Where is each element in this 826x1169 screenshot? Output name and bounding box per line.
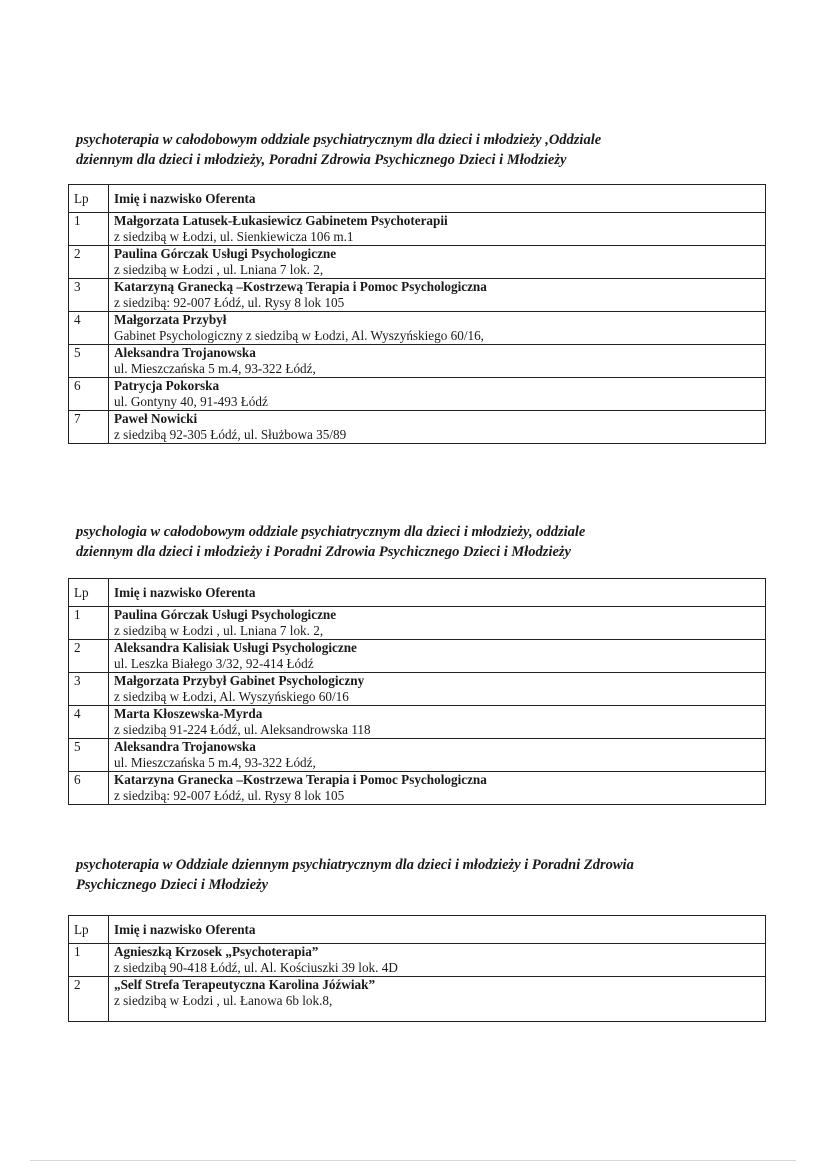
- offeror-name: Aleksandra Kalisiak Usługi Psychologiczne: [114, 640, 357, 655]
- section-1: [68, 130, 768, 444]
- row-lp: 7: [69, 411, 109, 444]
- row-offeror: [109, 673, 766, 706]
- row-lp: 5: [69, 345, 109, 378]
- row-offeror: [109, 312, 766, 345]
- row-lp: 3: [69, 279, 109, 312]
- row-offeror: [109, 772, 766, 805]
- row-lp: 6: [69, 772, 109, 805]
- offeror-address: ul. Leszka Białego 3/32, 92-414 Łódź: [114, 656, 314, 671]
- table-row: [69, 411, 766, 444]
- table-header-row: [69, 916, 766, 944]
- offeror-name: Paweł Nowicki: [114, 411, 198, 426]
- offeror-address: z siedzibą 90-418 Łódź, ul. Al. Kościuszki 39 lok. 4D: [114, 960, 398, 975]
- table-row: [69, 640, 766, 673]
- table-row: [69, 706, 766, 739]
- offeror-address: ul. Mieszczańska 5 m.4, 93-322 Łódź,: [114, 755, 316, 770]
- page-bottom-rule: [30, 1160, 796, 1161]
- row-lp: 1: [69, 944, 109, 977]
- table-row: [69, 213, 766, 246]
- table-row: [69, 345, 766, 378]
- offeror-address: z siedzibą 92-305 Łódź, ul. Służbowa 35/89: [114, 427, 347, 442]
- table-row: [69, 246, 766, 279]
- offeror-name: Paulina Górczak Usługi Psychologiczne: [114, 246, 337, 261]
- offeror-address: z siedzibą w Łodzi, Al. Wyszyńskiego 60/16: [114, 689, 349, 704]
- row-lp: 1: [69, 607, 109, 640]
- offeror-name: Aleksandra Trojanowska: [114, 345, 256, 360]
- offeror-address: Gabinet Psychologiczny z siedzibą w Łodzi, Al. Wyszyńskiego 60/16,: [114, 328, 484, 343]
- section-title: [68, 130, 768, 170]
- offeror-name: Agnieszką Krzosek „Psychoterapia”: [114, 944, 319, 959]
- offeror-name: Małgorzata Przybył: [114, 312, 227, 327]
- row-offeror: [109, 279, 766, 312]
- header-lp: Lp: [69, 185, 109, 213]
- row-offeror: [109, 607, 766, 640]
- table-header-row: [69, 579, 766, 607]
- section-3: [68, 855, 768, 1022]
- table-header-row: [69, 185, 766, 213]
- row-lp: 4: [69, 312, 109, 345]
- row-offeror: [109, 944, 766, 977]
- offeror-address: z siedzibą: 92-007 Łódź, ul. Rysy 8 lok 105: [114, 295, 345, 310]
- row-offeror: [109, 246, 766, 279]
- offeror-name: Patrycja Pokorska: [114, 378, 220, 393]
- table-row: [69, 673, 766, 706]
- section-title-line-1: psychoterapia w całodobowym oddziale psychiatrycznym dla dzieci i młodzieży ,Oddziale: [76, 132, 602, 148]
- section-title: [68, 522, 768, 562]
- table-row: [69, 312, 766, 345]
- offeror-address: z siedzibą: 92-007 Łódź, ul. Rysy 8 lok 105: [114, 788, 345, 803]
- offeror-name: Małgorzata Latusek-Łukasiewicz Gabinetem Psychoterapii: [114, 213, 448, 228]
- section-title-line-2: dziennym dla dzieci i młodzieży i Poradni Zdrowia Psychicznego Dzieci i Młodzieży: [76, 544, 571, 560]
- table-row: [69, 607, 766, 640]
- header-name: Imię i nazwisko Oferenta: [109, 185, 766, 213]
- header-name: Imię i nazwisko Oferenta: [109, 579, 766, 607]
- row-offeror: [109, 378, 766, 411]
- table-row: [69, 279, 766, 312]
- offeror-name: Aleksandra Trojanowska: [114, 739, 256, 754]
- row-offeror: [109, 213, 766, 246]
- section-title-line-1: psychologia w całodobowym oddziale psychiatrycznym dla dzieci i młodzieży, oddziale: [76, 524, 586, 540]
- table-row: [69, 739, 766, 772]
- header-lp: Lp: [69, 916, 109, 944]
- row-offeror: [109, 739, 766, 772]
- offeror-name: Paulina Górczak Usługi Psychologiczne: [114, 607, 337, 622]
- row-offeror: [109, 706, 766, 739]
- row-lp: 5: [69, 739, 109, 772]
- table-row: [69, 944, 766, 977]
- offeror-address: z siedzibą w Łodzi , ul. Lniana 7 lok. 2,: [114, 262, 324, 277]
- offeror-name: „Self Strefa Terapeutyczna Karolina Jóźwiak”: [114, 977, 376, 992]
- row-lp: 3: [69, 673, 109, 706]
- offerors-table: [68, 184, 766, 444]
- table-row: [69, 378, 766, 411]
- row-lp: 1: [69, 213, 109, 246]
- row-lp: 2: [69, 977, 109, 1022]
- offeror-address: ul. Mieszczańska 5 m.4, 93-322 Łódź,: [114, 361, 316, 376]
- section-2: [68, 522, 768, 805]
- section-title-line-2: dziennym dla dzieci i młodzieży, Poradni Zdrowia Psychicznego Dzieci i Młodzieży: [76, 152, 567, 168]
- section-title-line-1: psychoterapia w Oddziale dziennym psychiatrycznym dla dzieci i młodzieży i Poradni Zdrowia: [76, 857, 634, 873]
- row-lp: 6: [69, 378, 109, 411]
- offeror-address: z siedzibą 91-224 Łódź, ul. Aleksandrowska 118: [114, 722, 371, 737]
- offeror-address: ul. Gontyny 40, 91-493 Łódź: [114, 394, 268, 409]
- section-title-line-2: Psychicznego Dzieci i Młodzieży: [76, 877, 269, 893]
- row-lp: 2: [69, 640, 109, 673]
- offeror-name: Katarzyna Granecka –Kostrzewa Terapia i Pomoc Psychologiczna: [114, 772, 487, 787]
- row-offeror: [109, 640, 766, 673]
- header-lp: Lp: [69, 579, 109, 607]
- offerors-table: [68, 578, 766, 805]
- offeror-address: z siedzibą w Łodzi , ul. Łanowa 6b lok.8,: [114, 993, 333, 1008]
- row-offeror: [109, 977, 766, 1022]
- offerors-table: [68, 915, 766, 1022]
- row-offeror: [109, 411, 766, 444]
- offeror-name: Katarzyną Granecką –Kostrzewą Terapia i Pomoc Psychologiczna: [114, 279, 487, 294]
- row-lp: 2: [69, 246, 109, 279]
- table-row: [69, 772, 766, 805]
- header-name: Imię i nazwisko Oferenta: [109, 916, 766, 944]
- offeror-address: z siedzibą w Łodzi, ul. Sienkiewicza 106 m.1: [114, 229, 354, 244]
- offeror-name: Małgorzata Przybył Gabinet Psychologiczny: [114, 673, 365, 688]
- row-offeror: [109, 345, 766, 378]
- row-lp: 4: [69, 706, 109, 739]
- offeror-address: z siedzibą w Łodzi , ul. Lniana 7 lok. 2,: [114, 623, 324, 638]
- table-row: [69, 977, 766, 1022]
- section-title: [68, 855, 768, 895]
- offeror-name: Marta Kłoszewska-Myrda: [114, 706, 263, 721]
